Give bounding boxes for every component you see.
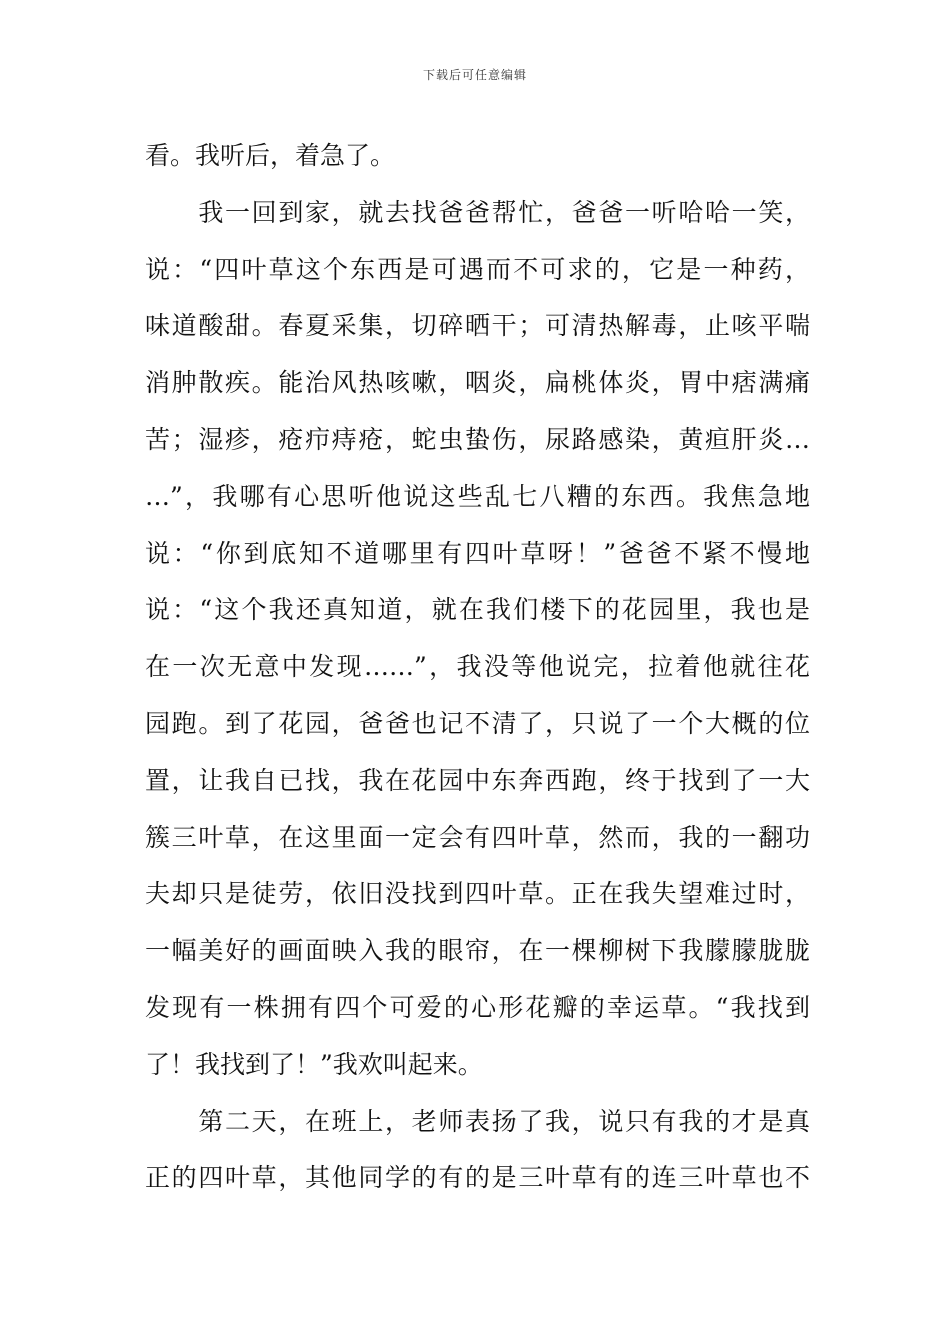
text-line: 我一回到家，就去找爸爸帮忙，爸爸一听哈哈一笑， [145,197,810,227]
text-line: 了！我找到了！”我欢叫起来。 [145,1049,483,1079]
text-line: 正的四叶草，其他同学的有的是三叶草有的连三叶草也不 [145,1163,810,1193]
text-line: 消肿散疾。能治风热咳嗽，咽炎，扁桃体炎，胃中痞满痛 [145,368,810,398]
text-line: 说：“你到底知不道哪里有四叶草呀！”爸爸不紧不慢地 [145,538,810,568]
text-line: 味道酸甜。春夏采集，切碎晒干；可清热解毒，止咳平喘 [145,311,810,341]
text-line: …”，我哪有心思听他说这些乱七八糟的东西。我焦急地 [145,481,810,511]
document-body [145,128,810,1207]
text-line: 园跑。到了花园，爸爸也记不清了，只说了一个大概的位 [145,708,810,738]
text-line: 夫却只是徒劳，依旧没找到四叶草。正在我失望难过时， [145,879,810,909]
text-line: 一幅美好的画面映入我的眼帘，在一棵柳树下我朦朦胧胧 [145,936,810,966]
page-header: 下载后可任意编辑 [422,68,527,82]
text-line: 在一次无意中发现……”，我没等他说完，拉着他就往花 [145,652,810,682]
text-line: 说：“这个我还真知道，就在我们楼下的花园里，我也是 [145,595,810,625]
text-line: 置，让我自已找，我在花园中东奔西跑，终于找到了一大 [145,765,810,795]
text-line: 第二天，在班上，老师表扬了我，说只有我的才是真 [145,1106,810,1136]
text-line: 看。我听后，着急了。 [145,141,396,170]
text-line: 苦；湿疹，疮疖痔疮，蛇虫蛰伤，尿路感染，黄疸肝炎… [145,424,810,454]
text-line: 发现有一株拥有四个可爱的心形花瓣的幸运草。“我找到 [145,992,810,1022]
text-line: 说：“四叶草这个东西是可遇而不可求的，它是一种药， [145,254,810,284]
text-line: 簇三叶草，在这里面一定会有四叶草，然而，我的一翻功 [145,822,810,852]
